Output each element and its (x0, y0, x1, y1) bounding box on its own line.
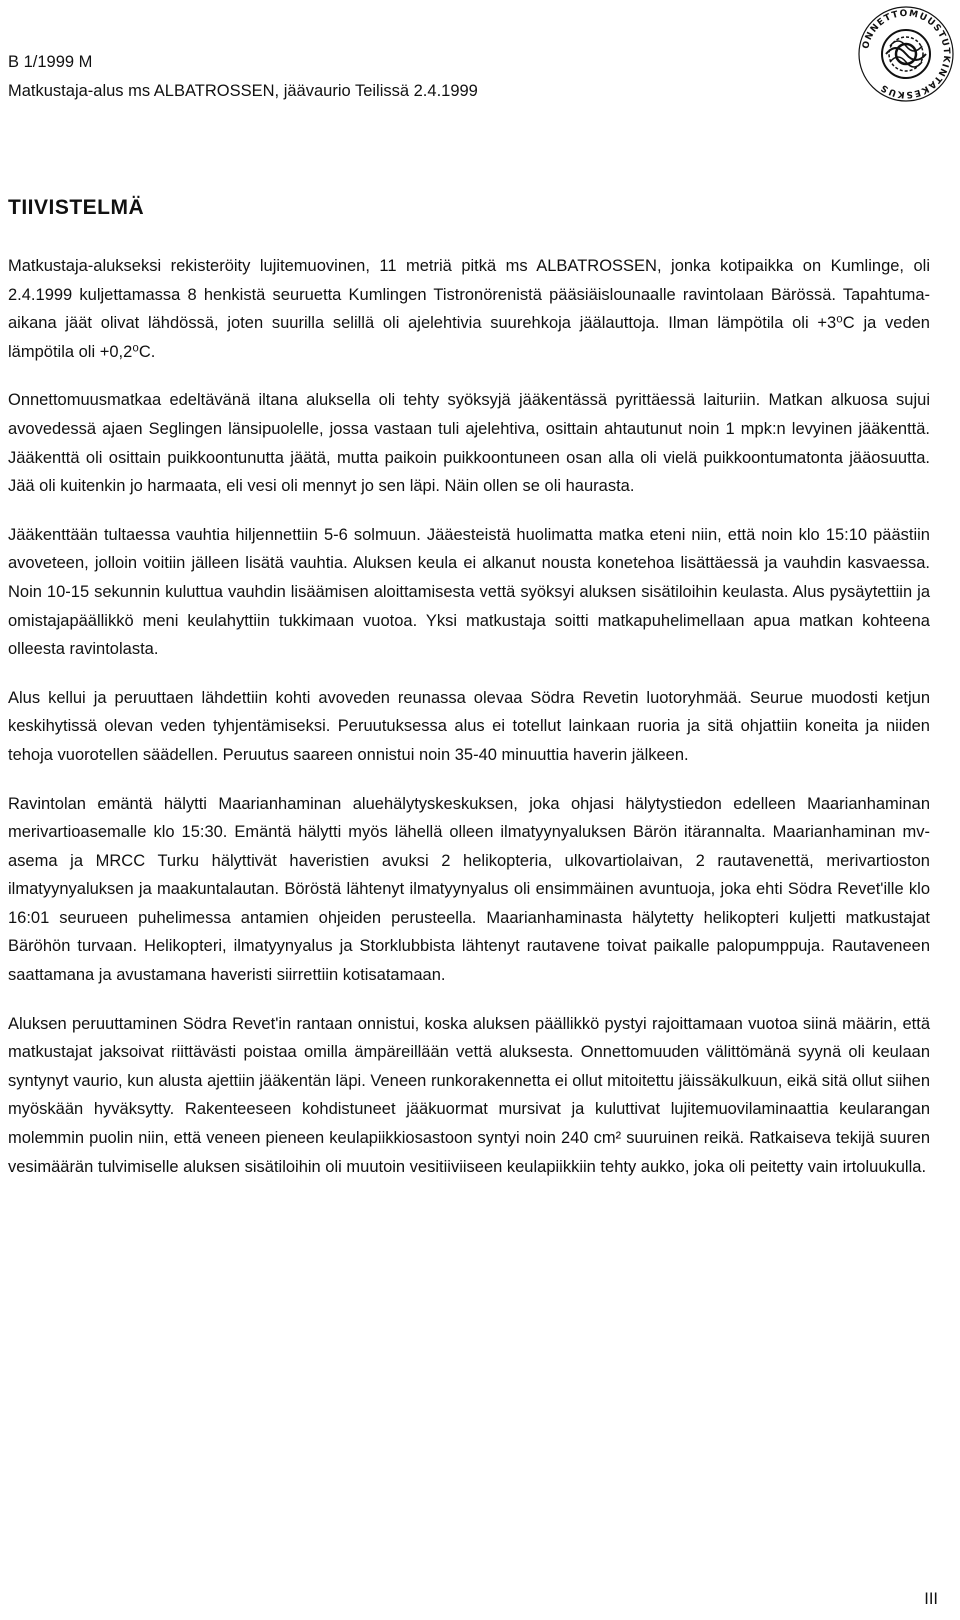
report-reference: B 1/1999 M (8, 53, 93, 71)
seal-emblem-icon (882, 30, 930, 78)
summary-body (8, 252, 930, 1201)
paragraph: Onnettomuusmatkaa edeltävänä iltana aluksella oli tehty syöksyjä jääkentässä pyrittäessä laituriin. Matkan alkuosa sujui avovedessä ajaen Seglingen länsipuolelle, jossa vastaan tuli ajelehtiva, osittain ahtautunut noin 1 mpk:n levyinen jääkenttä. Jääkenttä oli osittain puikkoontunutta jäätä, mutta paikoin puikkoontuneen osan alla oli vielä puikkoontumatonta jääosuutta. Jää oli kuitenkin jo harmaata, eli vesi oli mennyt jo sen läpi. Näin ollen se oli haurasta. (8, 391, 930, 496)
paragraph: Matkustaja-alukseksi rekisteröity lujitemuovinen, 11 metriä pitkä ms ALBATROSSEN, jonka kotipaikka on Kumlinge, oli 2.4.1999 kuljettamassa 8 henkistä seuruetta Kumlingen Tistronörenistä pääsiäislounaalle ravintolaan Bärössä. Tapahtuma-aikana jäät olivat lähdössä, joten suurilla selillä oli ajelehtivia suurehkoja jäälauttoja. Ilman lämpötila oli +3⁰C ja veden lämpötila oli +0,2⁰C. (8, 257, 930, 361)
accident-investigation-board-seal (856, 4, 956, 104)
paragraph: Aluksen peruuttaminen Södra Revet'in rantaan onnistui, koska aluksen päällikkö pystyi rajoittamaan vuotoa siinä määrin, että matkustajat jaksoivat riittävästi poistaa omilla ämpäreillään vettä aluksesta. Onnettomuuden välittömänä syynä oli keulaan syntynyt vaurio, kun alusta ajettiin jääkentän läpi. Veneen runkorakennetta ei ollut mitoitettu jäissäkulkuun, eikä sitä ollut siihen myöskään hyväksytty. Rakenteeseen kohdistuneet jääkuormat mursivat ja kuluttivat lujitemuovilaminaattia keularangan molemmin puolin niin, että veneen pieneen keulapiikkiosastoon syntyi noin 240 cm² suuruinen reikä. Ratkaiseva tekijä suuren vesimäärän tulvimiselle aluksen sisätiloihin oli muutoin vesitiiviiseen keulapiikkiin tehty aukko, joka oli peitetty vain irtoluukulla. (8, 1014, 930, 1176)
page-number: III (924, 1590, 938, 1608)
paragraph: Alus kellui ja peruuttaen lähdettiin kohti avoveden reunassa olevaa Södra Revetin luotoryhmää. Seurue muodosti ketjun keskihytissä olevan veden tyhjentämiseksi. Peruutuksessa alus ei totellut lainkaan ruoria ja sitä ohjattiin koneita ja niiden tehoja vuorotellen säädellen. Peruutus saareen onnistui noin 35-40 minuuttia haverin jälkeen. (8, 688, 930, 764)
seal-text: ONNETTOMUUSTUTKINTAKESKUS (861, 8, 952, 100)
paragraph: Ravintolan emäntä hälytti Maarianhaminan aluehälytyskeskuksen, joka ohjasi hälytystiedon edelleen Maarianhaminan merivartioasemalle klo 15:30. Emäntä hälytti myös lähellä olleen ilmatyynyaluksen Bärön itärannalta. Maarianhaminan mv-asema ja MRCC Turku hälyttivät haveristien avuksi 2 helikopteria, ulkovartiolaivan, 2 rautavenettä, merivartioston ilmatyynyaluksen ja maakuntalautan. Böröstä lähtenyt ilmatyynyalus oli ensimmäinen avuntuoja, joka ehti Södra Revet'ille klo 16:01 seurueen puhelimessa antamien ohjeiden perusteella. Maarianhaminasta hälytetty helikopteri kuljetti matkustajat Bäröhön turvaan. Helikopteri, ilmatyynyalus ja Storklubbista lähtenyt rautavene toivat paikalle palopumppuja. Rautaveneen saattamana ja avustamana haveristi siirrettiin kotisatamaan. (8, 794, 930, 985)
paragraph: Jääkenttään tultaessa vauhtia hiljennettiin 5-6 solmuun. Jääesteistä huolimatta matka eteni niin, että noin klo 15:10 päästiin avoveteen, jolloin voitiin jälleen lisätä vauhtia. Aluksen keula ei alkanut nousta konetehoa lisättäessä ja vauhdin kasvaessa. Noin 10-15 sekunnin kuluttua vauhdin lisäämisen aloittamisesta vettä syöksyi aluksen sisätiloihin keulasta. Alus pysäytettiin ja omistajapäällikkö meni keulahyttiin tukkimaan vuotoa. Yksi matkustaja soitti matkapuhelimellaan apua matkan kohteena olleesta ravintolasta. (8, 525, 930, 659)
section-title: TIIVISTELMÄ (8, 196, 145, 219)
report-subtitle: Matkustaja-alus ms ALBATROSSEN, jäävaurio Teilissä 2.4.1999 (8, 82, 478, 100)
document-header (8, 48, 478, 106)
